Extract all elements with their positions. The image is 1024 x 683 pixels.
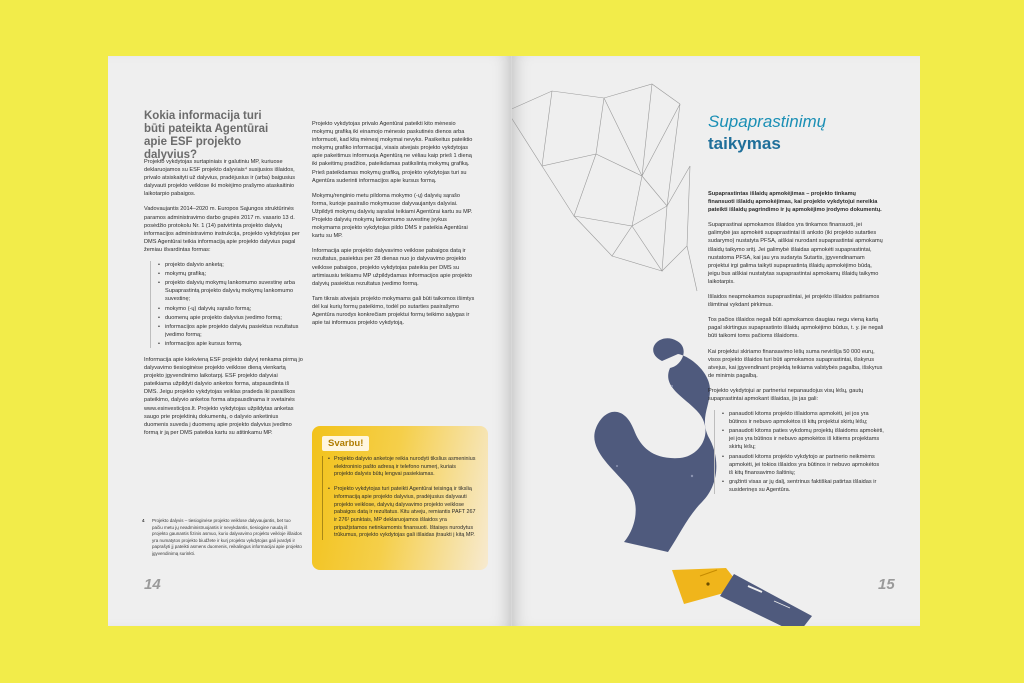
- paragraph: Projekto vykdytojui ar partneriui nepanaudojus visų lėšų, gautų supaprastintai apmokant išlaidas, jis jas gali:: [708, 387, 864, 402]
- right-page-column: [708, 190, 884, 502]
- paragraph: Tam tikrais atvejais projekto mokymams gali būti taikomos išimtys dėl kai kurių formų pateikimo, todėl po sutarties pasirašymo Agentūra nurodys konkrečiam projektui formų teikimo sąlygas ir apie tai informuos projekto vykdytoją.: [312, 295, 475, 327]
- list-item: • panaudoti kitoms paties vykdomų projektų išlaidoms apmokėti, jei jos yra būtinos ir nebuvo apmokėtos iš kitiems projektams skirtų lėšų;: [723, 427, 884, 451]
- line-network-graphic: [512, 84, 697, 291]
- book-spread: [108, 56, 920, 626]
- paragraph: Supaprastintas išlaidų apmokėjimas – projekto tinkamų finansuoti išlaidų apmokėjimas, kai projekto vykdytojui nereikia pateikti išlaidų pagrindimo ir jų apmokėjimo įrodymo dokumentų.: [708, 191, 882, 214]
- important-box-title: Svarbu!: [322, 436, 369, 451]
- list-item: • Projekto dalyvio anketoje reikia nurodyti tikslius asmeninius elektroninio pašto adresą ir telefono numerį, kuriais projekto dalyvis būtų lengvai pasiekiamas.: [329, 456, 476, 479]
- list-item: • duomenų apie projekto dalyvius įvedimo formą;: [159, 314, 304, 322]
- section-heading: Kokia informacija turi būti pateikta Agentūrai apie ESF projekto dalyvius?: [144, 110, 269, 161]
- paragraph: Vadovaujantis 2014–2020 m. Europos Sąjungos struktūrinės paramos administravimo darbo grupės 2017 m. vasario 13 d. posėdžio protokolu Nr. 1 (14) patvirtinta projekto dalyvių informacijos administravimo instrukcija, projekto vykdytojas per DMS Agentūrai teikia informaciją apie projekto dalyvius pagal žemiau išvardintas formas:: [144, 206, 300, 253]
- list-item: • Projekto vykdytojas turi pateikti Agentūrai teisingą ir tikslią informaciją apie projekto dalyvius, pradėjusius dalyvauti projekto veiklose, dalyvių dalyvavimo projekto veiklose pabaigos datą ir rezultatus. Kitu atveju, remiantis PAFT 267 ir 276¹ punktais, MP deklaruojamos išlaidos yra pripažįstamos netinkamomis finansuoti. Ištaisęs nurodytus trūkumus, projekto vykdytojas gali išlaidas įtraukti į kitą MP.: [329, 486, 476, 540]
- list-item: • grąžinti visas ar jų dalį, sentrinus faktiškai patirtas išlaidas ir susiderinęs su Agentūra.: [723, 478, 884, 494]
- paragraph: Kai projektui skiriamo finansavimo lėšų suma neviršija 50 000 eurų, visos projekto išlaidos turi būti apmokamos supaprastintai, išskyrus atvejus, kai įgyvendinant projektą teikiama valstybės pagalba, išskyrus de minimis pagalbą.: [708, 348, 883, 379]
- list-item: • projekto dalyvių mokymų lankomumo suvestinę arba Supaprastintą projekto dalyvių mokymų lankomumo suvestinę;: [159, 279, 304, 303]
- section-title-line-1: Supaprastinimų: [708, 112, 827, 131]
- left-column: [144, 158, 304, 444]
- page-number: 15: [878, 576, 895, 593]
- list-item: • mokymo (-ų) dalyvių sąrašo formą;: [159, 305, 304, 313]
- important-list: [322, 456, 476, 540]
- paragraph: Supaprastinai apmokamos išlaidos yra tinkamos finansuoti, jei galimybė jas apmokėti supaprastintai iš anksto (iki projekto sutarties sudarymo) nustatyta PFSA, aiškiai nurodant supaprastintai apmokamų išlaidų taikymo sritį. Jei galimybė išlaidas apmokėti supaprastintai, nustatoma PFSA, kai jau yra sudaryta Sutartis, įgyvendinamam projektui irgi galima taikyti supaprastintą išlaidų apmokėjimo būdą, jeigu bus aiškiai nustatytas supaprastintai apmokamų išlaidų taikymo laikotarpis.: [708, 222, 883, 285]
- paragraph: Mokymų/renginio metu pildoma mokymo (-ų) dalyvių sąrašo forma, kurioje pasirašo mokymuose dalyvaujantys dalyviai. Užpildyti mokymų dalyvių sąrašai teikiami Agentūrai kartu su MP. Projekto dalyvių mokymų lankomumo suvestinę įvykus mokymams projekto vykdytojas pildo DMS ir pateikia Agentūrai kartu su MP.: [312, 192, 473, 240]
- paragraph: Informacija apie kiekvieną ESF projekto dalyvį renkama pirmą jo dalyvavimo tiesioginėse projekto veiklose dieną vienkartą projekto įgyvendinimo laikotarpį. ESF projekto dalyviai pateikiama užpildyti dalyvio anketos forma, atspausdinta iš DMS. Jeigu projekto vykdytojas veiklas pradeda iki paraiškos pateikimo, dalyvio anketos forma atspausdinama ir svetainės www.esinvesticijos.lt. Projekto vykdytojas užpildytas anketas saugo prie projektinių dokumentų, o dalyvio anketinius duomenis suveda į duomenų apie projekto dalyvius įvedimo formą ir ją per DMS pateikia kartu su atitinkamu MP.: [144, 356, 303, 436]
- list-item: • projekto dalyvio anketą;: [159, 261, 304, 269]
- section-title-line-2: taikymas: [708, 134, 781, 153]
- list-item: • informacijos apie projekto dalyvių pasiektus rezultatus įvedimo formą;: [159, 323, 304, 339]
- right-column: [312, 120, 476, 334]
- paragraph: Informacija apie projekto dalyvavimo veiklose pabaigos datą ir rezultatus, pasiektus per 28 dienas nuo jo dalyvavimo projekto veiklose pabaigos, projekto vykdytojas pateikia per DMS su artimiausiu teikiamu MP užpildydamas informacijos apie projekto dalyvių pasiektus rezultatus įvedimo formą.: [312, 248, 473, 287]
- footnote-text: Projekto dalyvis – tiesioginėse projekto veiklose dalyvaujantis, bet tuo pačiu metu jų neadministruojantis ir nevykdantis, tiesiogine naudą iš projekto gaunantis fizinis asmuo, kurio dalyvavimo projekto veikloje išlaidos yra numatytos projekto biudžete ir kurį projekto vykdytojas gali įvardyti ir paprašyti jį pateikti asmens duomenis, reikalingus informacijai apie projekto įgyvendinimą surinkti.: [152, 518, 302, 556]
- important-box: [312, 426, 488, 570]
- page-number: 14: [144, 576, 161, 593]
- fountain-pen-graphic: [672, 568, 812, 626]
- footnote-number: 4: [142, 518, 145, 523]
- list-item: • informacijos apie kursus formą.: [159, 340, 304, 348]
- left-page: [108, 56, 512, 626]
- footnote: [144, 518, 302, 558]
- ink-smoke-graphic: [594, 338, 716, 552]
- options-list: [714, 410, 884, 494]
- right-page: [512, 56, 920, 626]
- list-item: • panaudoti kitoms projekto išlaidoms apmokėti, jei jos yra būtinos ir nebuvo apmokėtos iš kitų projektui skirtų lėšų;: [723, 410, 884, 426]
- paragraph: Tos pačios išlaidos negali būti apmokamos daugiau negu vieną kartą pagal skirtingus supaprastinto išlaidų apmokėjimo būdus, t. y. jie negali būti taikomi toms pačioms išlaidoms.: [708, 317, 884, 340]
- forms-list: [150, 261, 304, 348]
- paragraph: Projekto vykdytojas privalo Agentūrai pateikti kito mėnesio mokymų grafiką iki einamojo mėnesio paskutinės dienos arba informuoti, kad kitą mėnesį mokymai nevyks. Pasikeitus pateiktio mokymų grafiko informacijai, visais atvejais projekto vykdytojas apie pakeitimus informuoja Agentūrą ne vėliau kaip prieš 1 dieną iki pakeitimų pradžios, pateikdamas patikslintą mokymų grafiką. Prieš pateikdamas mokymų grafiką, projekto vykdytojas turi su Agentūra suderinti informacijos apie kursus formą.: [312, 121, 473, 184]
- paragraph: Išlaidos neapmokamos supaprastintai, jei projekto išlaidos patiriamos išimtinai vykdant pirkimus.: [708, 294, 880, 309]
- list-item: • mokymų grafiką;: [159, 270, 304, 278]
- list-item: • panaudoti kitoms projekto vykdytojo ar partnerio neikmėms apmokėti, jei tokios išlaidos yra būtinos ir nebuvo apmokėtos iš kitų finansavimo šaltinių;: [723, 453, 884, 477]
- paragraph: Projekto vykdytojas surtapiniais ir galutiniu MP, kuriuose deklaruojamos su ESF projekto dalyviais⁴ susijusios išlaidos, privalo atsiskaityti už dalyvius, pradėjusius ir (arba) baigusius dalyvauti projekto veiklose iki mokėjimo prašymo ataskaitinio laikotarpio pabaigos.: [144, 159, 296, 198]
